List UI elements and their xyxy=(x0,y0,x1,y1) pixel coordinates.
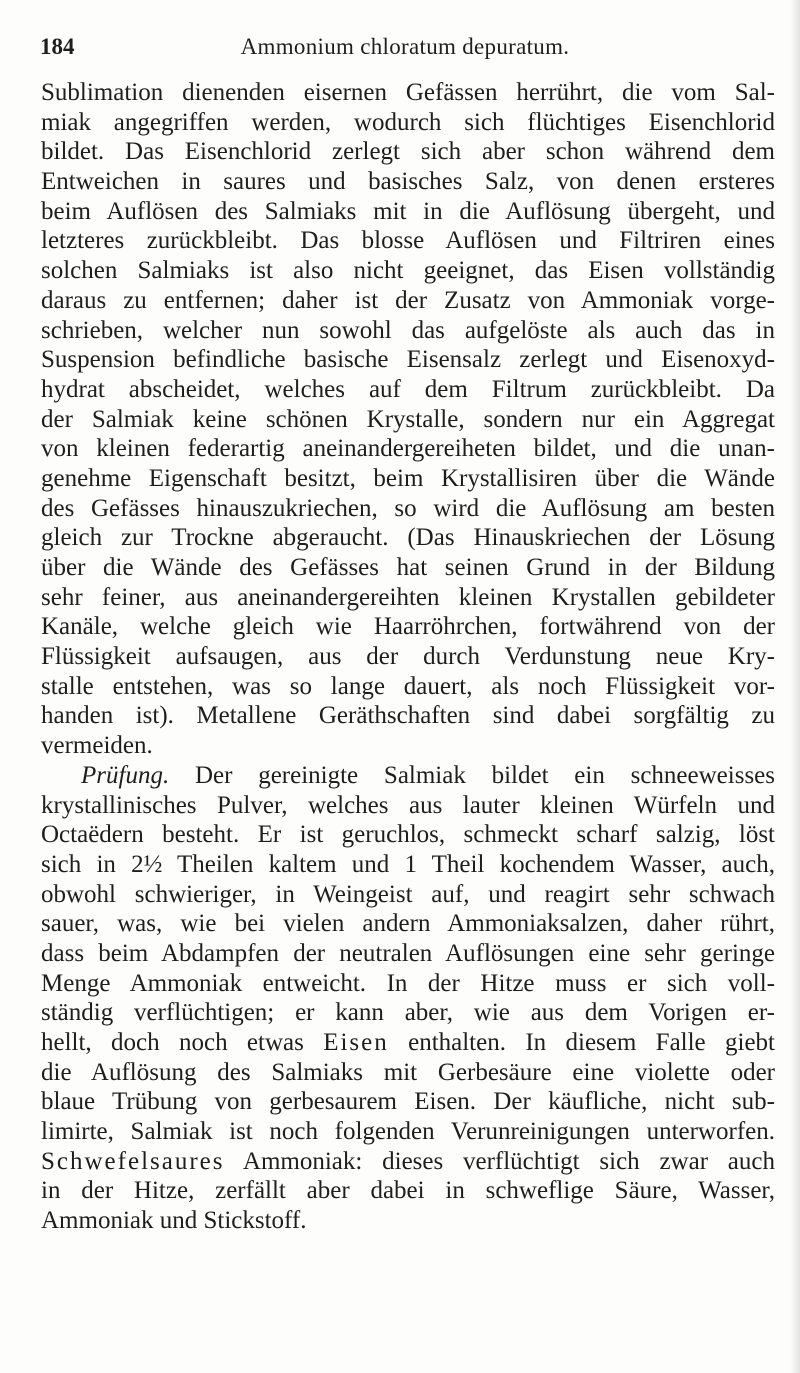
running-head-title: Ammonium chloratum depuratum. xyxy=(240,34,570,59)
page-number: 184 xyxy=(40,34,75,59)
text-line xyxy=(41,405,775,435)
text-line xyxy=(41,197,775,227)
text-segment: Der gereinigte Salmiak bildet ein schneeweisses xyxy=(169,761,775,789)
text-segment: Entweichen in saures und basisches Salz, von denen ersteres xyxy=(41,168,775,196)
text-segment: Octaëdern besteht. Er ist geruchlos, schmeckt scharf salzig, löst xyxy=(41,821,775,849)
text-line xyxy=(41,612,775,642)
text-segment: solchen Salmiaks ist also nicht geeignet, das Eisen vollständig xyxy=(41,257,775,285)
text-segment: handen ist). Metallene Geräthschaften sind dabei sorgfältig zu xyxy=(41,702,775,730)
text-segment: blaue Trübung von gerbesaurem Eisen. Der käufliche, nicht sub- xyxy=(41,1088,775,1116)
text-segment: stalle entstehen, was so lange dauert, als noch Flüssigkeit vor- xyxy=(41,672,775,700)
text-line xyxy=(41,731,775,761)
text-segment: Flüssigkeit aufsaugen, aus der durch Verdunstung neue Kry- xyxy=(41,643,775,671)
text-segment: limirte, Salmiak ist noch folgenden Verunreinigungen unterworfen. xyxy=(41,1118,775,1146)
text-segment: hydrat abscheidet, welches auf dem Filtrum zurückbleibt. Da xyxy=(41,375,775,403)
text-segment: sich in 2½ Theilen kaltem und 1 Theil kochendem Wasser, auch, xyxy=(41,850,775,878)
spaced-term: Schwefelsaures xyxy=(41,1147,225,1175)
text-line xyxy=(41,226,775,256)
text-segment: dass beim Abdampfen der neutralen Auflösungen eine sehr geringe xyxy=(41,939,775,967)
text-line xyxy=(41,998,775,1028)
text-segment: Sublimation dienenden eisernen Gefässen herrührt, die vom Sal- xyxy=(41,79,775,106)
text-line xyxy=(41,939,775,969)
text-line xyxy=(41,137,775,167)
text-line xyxy=(41,167,775,197)
text-segment: der Salmiak keine schönen Krystalle, sondern nur ein Aggregat xyxy=(41,405,775,433)
text-line xyxy=(41,791,775,821)
spaced-term: Eisen xyxy=(323,1029,389,1056)
text-segment: bildet. Das Eisenchlorid zerlegt sich aber schon während dem xyxy=(41,138,775,166)
text-segment: über die Wände des Gefässes hat seinen Grund in der Bildung xyxy=(41,554,775,581)
text-line xyxy=(41,583,775,613)
text-line xyxy=(41,642,775,672)
text-segment: Ammoniak: dieses verflüchtigt sich zwar auch xyxy=(224,1147,775,1175)
text-line xyxy=(41,909,775,939)
text-segment: von kleinen federartig aneinandergereiheten bildet, und die unan- xyxy=(41,435,775,463)
text-line xyxy=(41,464,775,494)
text-segment: letzteres zurückbleibt. Das blosse Auflösen und Filtriren eines xyxy=(41,227,775,255)
text-line xyxy=(41,1028,775,1058)
text-line xyxy=(41,286,775,316)
text-line xyxy=(41,108,775,138)
text-line xyxy=(41,1176,775,1206)
running-head xyxy=(40,30,770,64)
text-segment: enthalten. In diesem Falle giebt xyxy=(388,1029,775,1056)
text-segment: schrieben, welcher nun sowohl das aufgelöste als auch das in xyxy=(41,316,775,344)
text-line xyxy=(41,820,775,850)
text-line xyxy=(41,850,775,880)
text-line xyxy=(41,1058,775,1088)
text-line xyxy=(41,701,775,731)
page-edge-shadow xyxy=(790,0,800,1373)
italic-heading: Prüfung. xyxy=(81,761,170,789)
text-line xyxy=(41,1087,775,1117)
text-segment: Ammoniak und Stickstoff. xyxy=(41,1207,307,1235)
text-line xyxy=(41,494,775,524)
text-segment: ständig verflüchtigen; er kann aber, wie aus dem Vorigen er- xyxy=(41,999,775,1027)
text-line xyxy=(41,345,775,375)
text-line xyxy=(41,375,775,405)
text-segment: Suspension befindliche basische Eisensalz zerlegt und Eisenoxyd- xyxy=(41,346,775,374)
text-segment: in der Hitze, zerfällt aber dabei in schweflige Säure, Wasser, xyxy=(41,1177,775,1205)
text-line xyxy=(41,761,775,791)
text-segment: sauer, was, wie bei vielen andern Ammoniaksalzen, daher rührt, xyxy=(41,910,775,938)
text-segment: hellt, doch noch etwas xyxy=(41,1029,324,1056)
text-line xyxy=(41,256,775,286)
text-segment: sehr feiner, aus aneinandergereihten kleinen Krystallen gebildeter xyxy=(41,583,775,611)
text-line xyxy=(41,316,775,346)
text-line xyxy=(41,434,775,464)
text-segment: vermeiden. xyxy=(41,732,153,760)
text-line xyxy=(41,1117,775,1147)
body-text xyxy=(41,78,775,1236)
text-segment: Menge Ammoniak entweicht. In der Hitze muss er sich voll- xyxy=(41,969,775,997)
text-line xyxy=(41,880,775,910)
text-line xyxy=(41,78,775,108)
text-line xyxy=(41,553,775,583)
text-segment: des Gefässes hinauszukriechen, so wird die Auflösung am besten xyxy=(41,494,775,522)
text-segment: daraus zu entfernen; daher ist der Zusatz von Ammoniak vorge- xyxy=(41,286,775,314)
text-segment: die Auflösung des Salmiaks mit Gerbesäure eine violette oder xyxy=(41,1058,775,1086)
text-segment: krystallinisches Pulver, welches aus lauter kleinen Würfeln und xyxy=(41,791,775,819)
text-segment: Kanäle, welche gleich wie Haarröhrchen, fortwährend von der xyxy=(41,613,775,641)
text-segment: miak angegriffen werden, wodurch sich flüchtiges Eisenchlorid xyxy=(41,108,775,136)
text-segment: genehme Eigenschaft besitzt, beim Krystallisiren über die Wände xyxy=(41,464,775,492)
text-segment: beim Auflösen des Salmiaks mit in die Auflösung übergeht, und xyxy=(41,197,775,225)
text-segment: gleich zur Trockne abgeraucht. (Das Hinauskriechen der Lösung xyxy=(41,524,775,552)
text-line xyxy=(41,1206,775,1236)
text-line xyxy=(41,1147,775,1177)
text-line xyxy=(41,523,775,553)
text-line xyxy=(41,969,775,999)
text-line xyxy=(41,672,775,702)
text-segment: obwohl schwieriger, in Weingeist auf, und reagirt sehr schwach xyxy=(41,880,775,908)
